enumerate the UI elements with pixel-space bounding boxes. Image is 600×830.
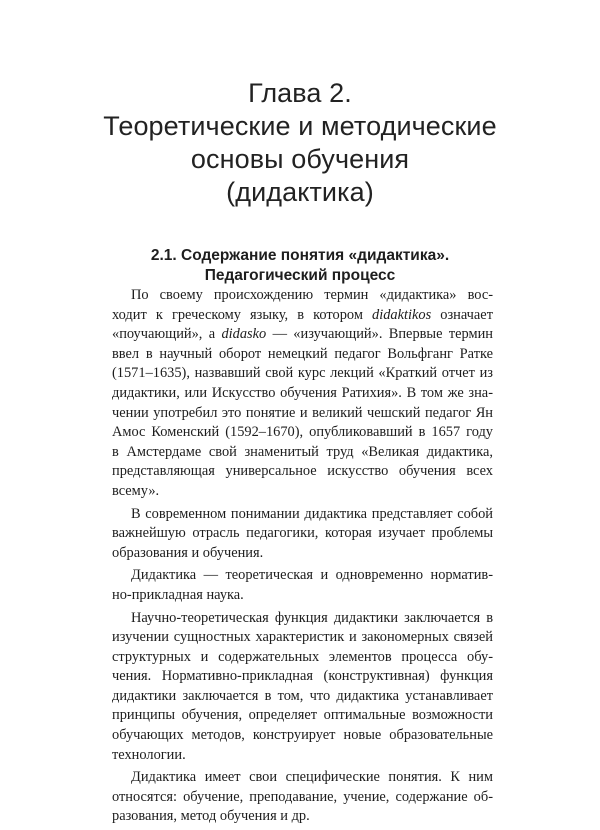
text-line: чении употребил это понятие и великий чешский педагог Ян — [112, 404, 493, 421]
text-line: но-прикладная наука. — [112, 586, 244, 603]
chapter-title-line: (дидактика) — [226, 177, 374, 207]
text-line: принципы обучения, определяет оптимальные возможности — [112, 707, 493, 724]
text-line: образования и обучения. — [112, 544, 264, 561]
paragraph — [112, 286, 493, 502]
text-line: Амос Коменский (1592–1670), опубликовавший в 1657 году — [112, 424, 493, 441]
section-title-line: Педагогический процесс — [204, 267, 396, 284]
text-line: Дидактика имеет свои специфические понятия. К ним — [131, 769, 493, 786]
paragraph — [112, 505, 493, 564]
text-line: разования, метод обучения и др. — [112, 808, 310, 825]
text-line: изучении сущностных характеристик и закономерных связей — [112, 629, 493, 646]
chapter-title-line: основы обучения — [190, 144, 410, 174]
text-line: обучающих методов, конструирует новые образовательные — [112, 727, 493, 744]
section-title — [0, 246, 600, 286]
paragraph — [112, 768, 493, 827]
chapter-title-line: Теоретические и методические — [103, 111, 497, 141]
text-line: дидактики заключается в том, что дидактика устанавливает — [112, 687, 493, 704]
text-line: (1571–1635), назвавший свой курс лекций «Краткий отчет из — [112, 365, 493, 382]
text-line: ходит к греческому языку, в котором didaktikos означает — [112, 306, 493, 323]
text-line: в Амстердаме свой знаменитый труд «Великая дидактика, — [112, 443, 493, 460]
chapter-title-line: Глава 2. — [248, 78, 352, 108]
text-line: всему». — [112, 482, 160, 499]
text-line: ввел в научный оборот немецкий педагог Вольфганг Ратке — [112, 345, 493, 362]
text-line: технологии. — [112, 746, 186, 763]
text-line: дидактики, или Искусство обучения Ратихия». В том же зна- — [112, 384, 493, 401]
chapter-title — [0, 77, 600, 209]
section-title-line: 2.1. Содержание понятия «дидактика». — [150, 247, 450, 264]
text-line: важнейшую отрасль педагогики, которая изучает проблемы — [112, 525, 493, 542]
text-line: В современном понимании дидактика представляет собой — [131, 505, 493, 522]
text-line: По своему происхождению термин «дидактика» вос- — [131, 287, 493, 303]
text-line: Дидактика — теоретическая и одновременно норматив- — [131, 567, 493, 584]
text-line: Научно-теоретическая функция дидактики заключается в — [131, 609, 493, 626]
paragraph — [112, 609, 493, 766]
text-line: структурных и содержательных элементов процесса обу- — [112, 648, 493, 665]
paragraph — [112, 566, 493, 605]
text-line: представляющая универсальное искусство обучения всех — [112, 463, 493, 480]
text-line: относятся: обучение, преподавание, учение, содержание об- — [112, 788, 493, 805]
text-line: «поучающий», а didasko — «изучающий». Впервые термин — [112, 326, 493, 343]
body-text — [112, 286, 493, 830]
text-line: чения. Нормативно-прикладная (конструктивная) функция — [112, 668, 493, 685]
